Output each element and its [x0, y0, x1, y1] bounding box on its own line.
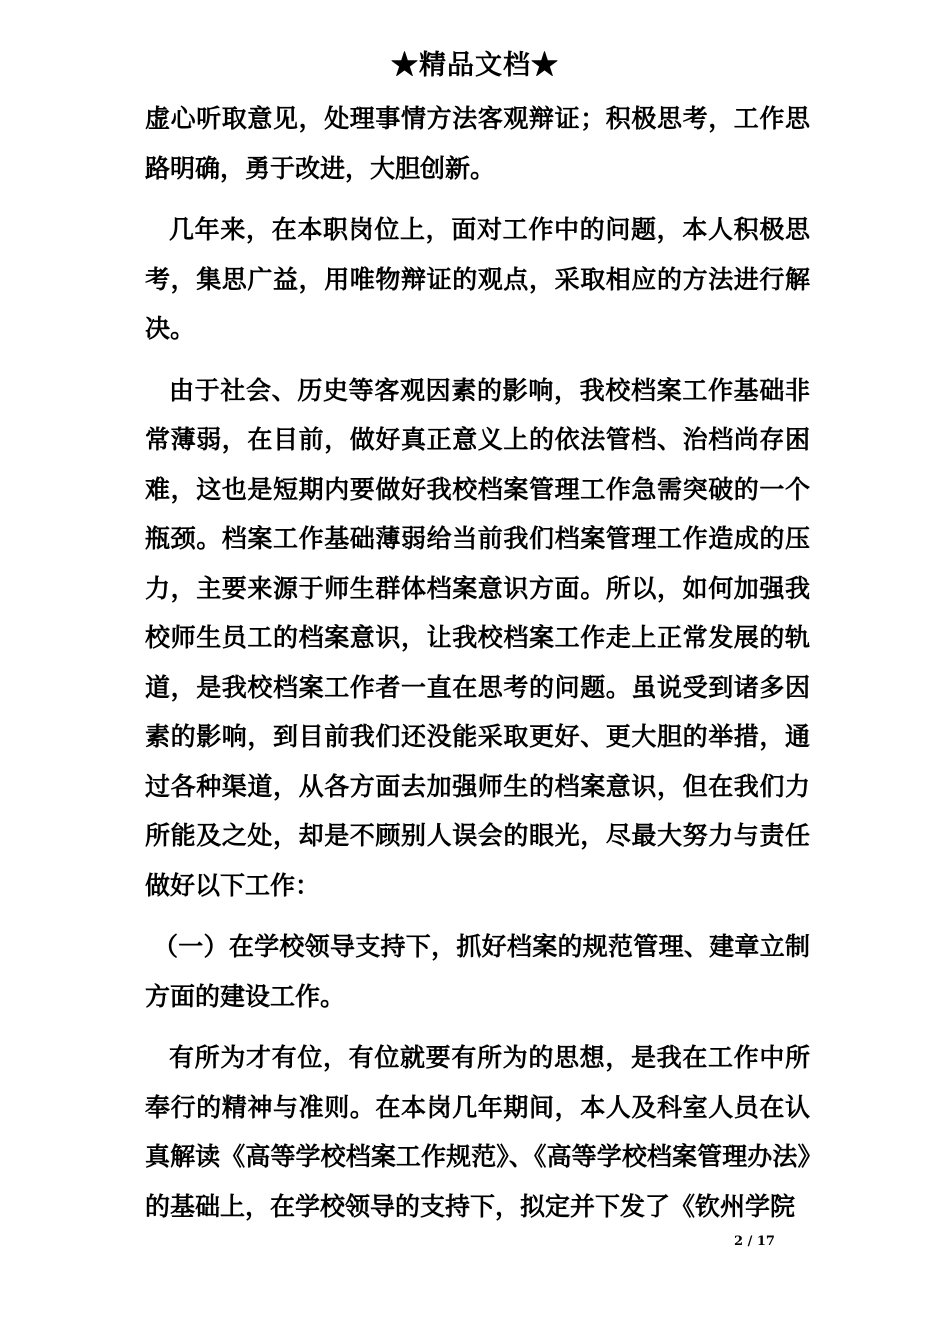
header-title: ★精品文档★ — [391, 50, 559, 81]
paragraph-4: （一）在学校领导支持下，抓好档案的规范管理、建章立制方面的建设工作。 — [145, 932, 810, 1011]
paragraph-3: 由于社会、历史等客观因素的影响，我校档案工作基础非常薄弱，在目前，做好真正意义上的依法管档、治档尚存困难，这也是短期内要做好我校档案管理工作急需突破的一个瓶颈。档案工作基础薄弱给当前我们档案管理工作造成的压力，主要来源于师生群体档案意识方面。所以，如何加强我校师生员工的档案意识，让我校档案工作走上正常发展的轨道，是我校档案工作者一直在思考的问题。虽说受到诸多因素的影响，到目前我们还没能采取更好、更大胆的举措，通过各种渠道，从各方面去加强师生的档案意识，但在我们力所能及之处，却是不顾别人误会的眼光，尽最大努力与责任做好以下工作： — [145, 375, 810, 900]
paragraph-5: 有所为才有位，有位就要有所为的思想，是我在工作中所奉行的精神与准则。在本岗几年期间，本人及科室人员在认真解读《高等学校档案工作规范》、《高等学校档案管理办法》的基础上，在学校领导的支持下，拟定并下发了《钦州学院 — [145, 1043, 810, 1221]
paragraph-2: 几年来，在本职岗位上，面对工作中的问题，本人积极思考，集思广益，用唯物辩证的观点，采取相应的方法进行解决。 — [145, 215, 810, 343]
document-body — [145, 94, 810, 1243]
page-number: 2 / 17 — [734, 1234, 775, 1249]
paragraph-1: 虚心听取意见，处理事情方法客观辩证；积极思考，工作思路明确，勇于改进，大胆创新。 — [145, 104, 810, 183]
